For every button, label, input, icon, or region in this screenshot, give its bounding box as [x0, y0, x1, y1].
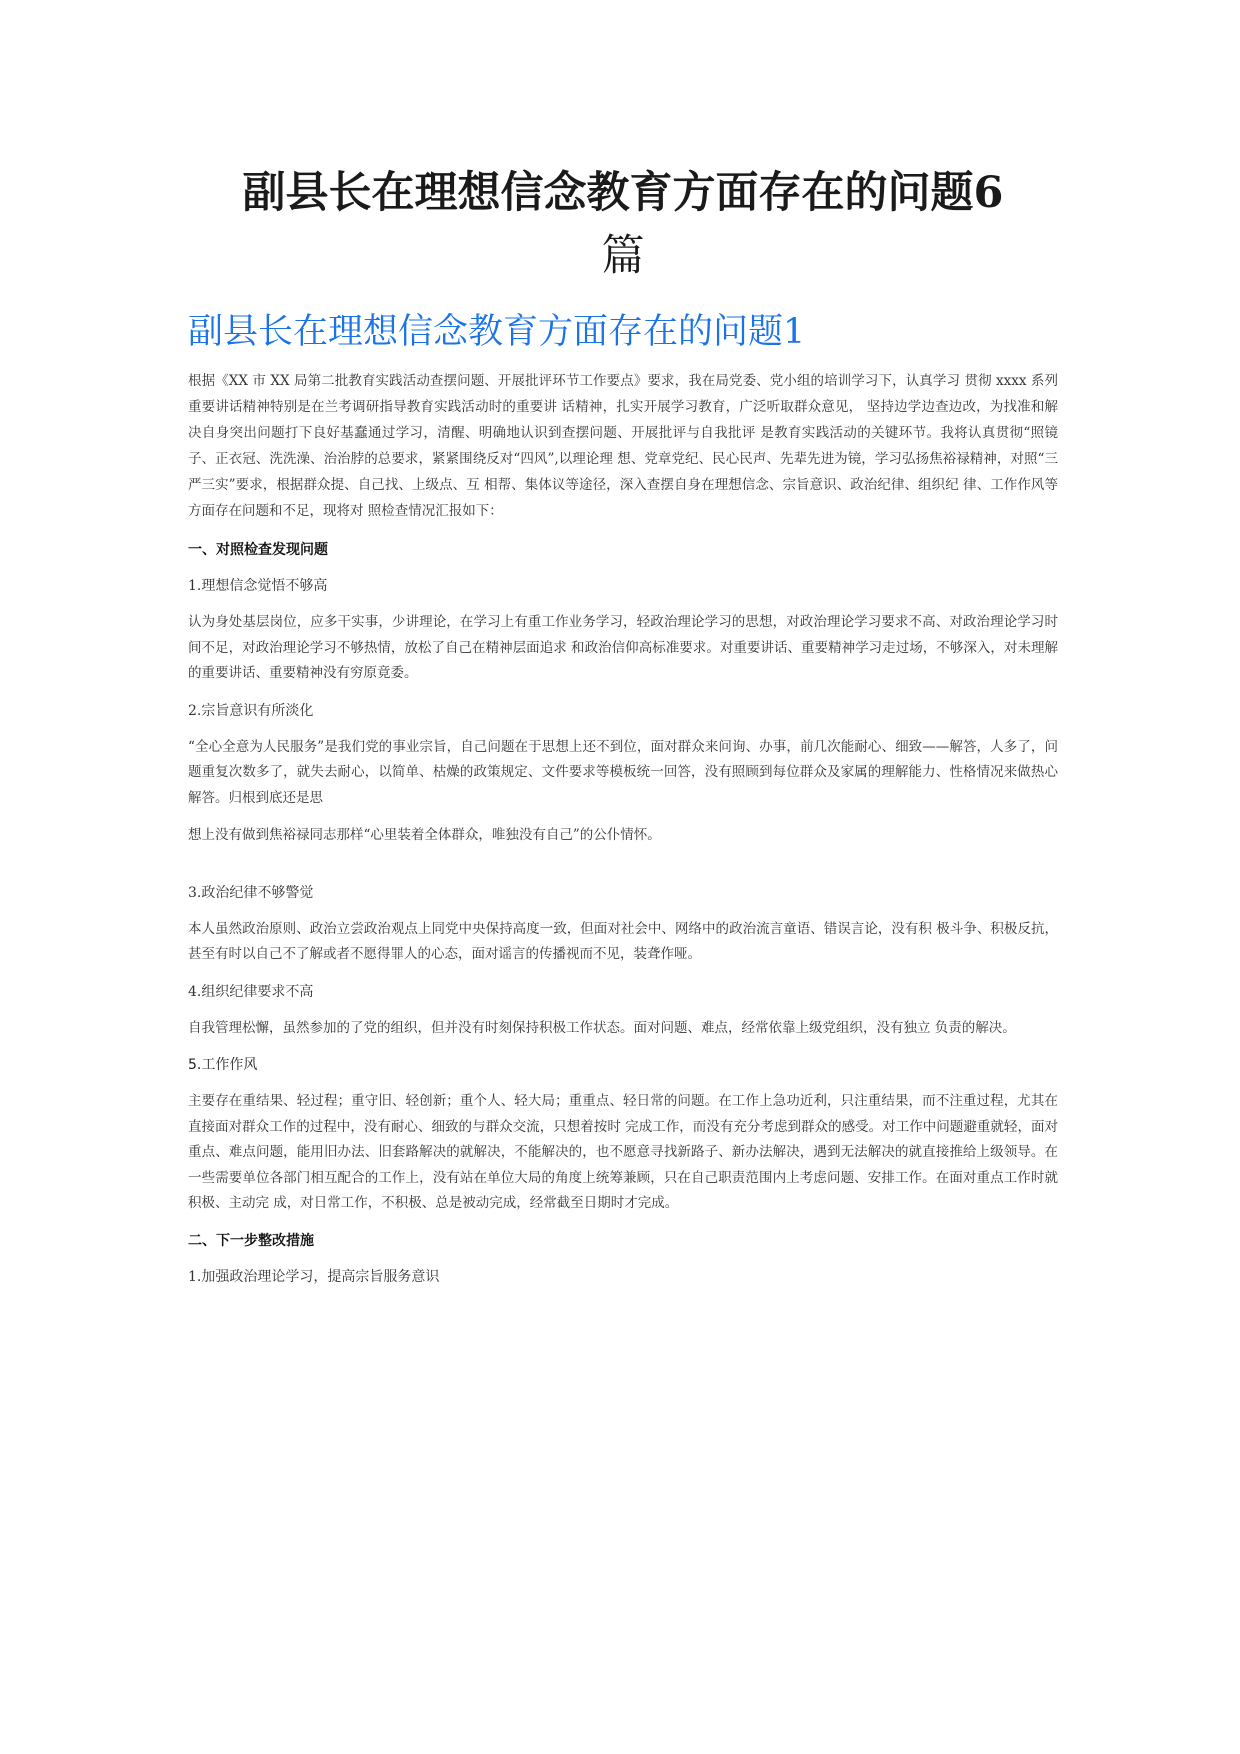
measure1-title: 1.加强政治理论学习，提高宗旨服务意识 [188, 1268, 440, 1285]
item1-body: 认为身处基层岗位，应多干实事，少讲理论，在学习上有重工作业务学习，轻政治理论学习的思想，对政治理论学习要求不高、对政治理论学习时间不足，对政治理论学习不够热情，放松了自己在精神层面追求 和政治信仰高标准要求。对重要讲话、重要精神学习走过场，不够深入，对未理解的重要讲话、重要精神没有穷原竟委。 [188, 614, 1058, 681]
part1-heading: 一、对照检查发现问题 [188, 542, 328, 558]
document-page [188, 160, 1058, 1301]
spacer [188, 861, 1058, 881]
item2-title: 2.宗旨意识有所淡化 [188, 702, 314, 719]
item5-title: 5.工作作风 [188, 1057, 258, 1073]
item4-title: 4.组织纪律要求不高 [188, 983, 314, 1000]
item3-body: 本人虽然政治原则、政治立尝政治观点上同党中央保持高度一致，但面对社会中、网络中的政治流言童语、错误言论，没有积 极斗争、积极反抗，甚至有时以自己不了解或者不愿得罪人的心态，面对谣言的传播视而不见，装聋作哑。 [188, 920, 1058, 962]
part2-heading: 二、下一步整改措施 [188, 1232, 314, 1249]
item2-body: “全心全意为人民服务”是我们党的事业宗旨，自己问题在于思想上还不到位，面对群众来问询、办事，前几次能耐心、细致——解答，人多了，问题重复次数多了，就失去耐心，以简单、枯燥的政策规定、文件要求等模板统一回答，没有照顾到每位群众及家属的理解能力、性格情况来做热心解答。归根到底还是思 [188, 738, 1058, 806]
item5-body: 主要存在重结果、轻过程；重守旧、轻创新；重个人、轻大局；重重点、轻日常的问题。在工作上急功近利，只注重结果，而不注重过程，尤其在直接面对群众工作的过程中，没有耐心、细致的与群众交流，只想着按时 完成工作，而没有充分考虑到群众的感受。对工作中问题避重就轻，面对重点、难点问题，能用旧办法、旧套路解决的就解决，不能解决的，也不愿意寻找新路子、新办法解决，遇到无法解决的就直接推给上级领导。在一些需要单位各部门相互配合的工作上，没有站在单位大局的角度上统筹兼顾，只在自己职责范围内上考虑问题、安排工作。在面对重点工作时就积极、主动完 成，对日常工作，不积极、总是被动完成，经常截至日期时才完成。 [188, 1093, 1058, 1211]
item4-body: 自我管理松懈，虽然参加的了党的组织，但并没有时刻保持积极工作状态。面对问题、难点，经常依靠上级党组织，没有独立 负责的解决。 [188, 1019, 1016, 1036]
section-title: 副县长在理想信念教育方面存在的问题1 [188, 312, 806, 352]
item2-body-continued: 想上没有做到焦裕禄同志那样“心里装着全体群众，唯独没有自己”的公仆情怀。 [188, 827, 661, 843]
intro-paragraph: 根据《XX 市 XX 局第二批教育实践活动查摆问题、开展批评环节工作要点》要求，我在局党委、党小组的培训学习下，认真学习 贯彻 xxxx 系列重要讲话精神特别是在兰考调研指导教育实践活动时的重要讲 话精神，扎实开展学习教育，广泛听取群众意见， 坚持边学边查边改，为找准和解决自身突出问题打下良好基蠢通过学习，清醒、明确地认识到查摆问题、开展批评与自我批评 是教育实践活动的关键环节。我将认真贯彻“照镜子、正衣冠、洗洗澡、治治脖的总要求，紧紧围绕反对“四风”,以理论理 想、党章党纪、民心民声、先辈先进为镜，学习弘扬焦裕禄精神，对照“三严三实”要求，根据群众提、自己找、上级点、互 相帮、集体议等途径，深入查摆自身在理想信念、宗旨意识、政治纪律、组织纪 律、工作作风等方面存在问题和不足，现将对 照检查情况汇报如下： [188, 373, 1058, 519]
item1-title: 1.理想信念觉悟不够高 [188, 578, 328, 594]
document-title-suffix: 篇 [601, 231, 645, 281]
item3-title: 3.政治纪律不够警觉 [188, 884, 314, 901]
document-title: 副县长在理想信念教育方面存在的问题6 [242, 168, 1004, 218]
